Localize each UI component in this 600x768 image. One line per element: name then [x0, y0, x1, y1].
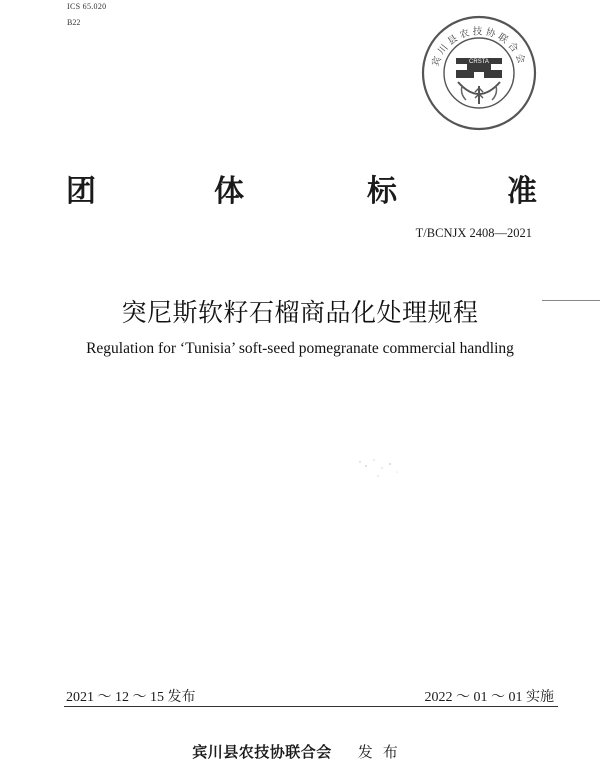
doc-type-char-2: 体 — [214, 174, 244, 209]
standard-number: T/BCNJX 2408—2021 — [415, 226, 532, 240]
title-english: Regulation for ‘Tunisia’ soft-seed pomegranate commercial handling — [86, 340, 514, 357]
bottom-rule — [64, 706, 558, 707]
svg-text:CRSTA: CRSTA — [469, 59, 489, 65]
ccs-code: B22 — [67, 18, 81, 27]
publisher-line — [0, 741, 600, 762]
ics-code: ICS 65.020 — [67, 2, 107, 11]
publisher-org: 宾川县农技协联合会 — [192, 743, 332, 761]
doc-type-char-3: 标 — [367, 174, 397, 209]
issue-date: 2021 ～ 12 ～ 15 发布 — [66, 690, 196, 705]
doc-type-char-1: 团 — [66, 174, 96, 209]
doc-type-char-4: 准 — [507, 174, 537, 209]
scan-smudge — [352, 452, 412, 482]
publisher-action: 发布 — [357, 743, 408, 761]
title-chinese: 突尼斯软籽石榴商品化处理规程 — [121, 298, 479, 327]
implementation-date: 2022 ～ 01 ～ 01 实施 — [424, 690, 554, 705]
svg-text:宾川县农技协联合会: 宾川县农技协联合会 — [430, 26, 528, 68]
association-seal — [420, 14, 538, 132]
